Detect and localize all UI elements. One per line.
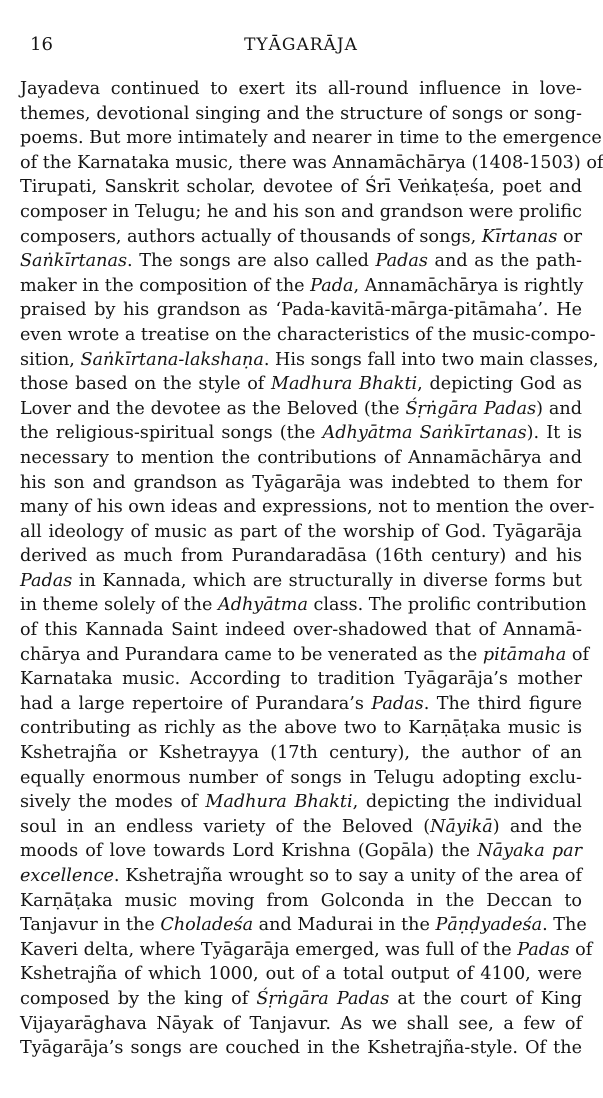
- text-line: [20, 766, 582, 791]
- text-segment: of the Karnataka music, there was Annamāchārya (1408-1503) of: [20, 152, 603, 173]
- text-line: [20, 126, 602, 151]
- book-title: TYĀGARĀJA: [244, 35, 358, 55]
- text-segment: had a large repertoire of Purandara’s: [20, 693, 372, 714]
- text-line: [20, 323, 596, 348]
- text-line: [20, 913, 587, 938]
- text-line: [20, 397, 582, 422]
- text-line: [20, 962, 582, 987]
- text-segment: moods of love towards Lord Krishna (Gopāla) the: [20, 841, 478, 862]
- italic-term: excellence: [20, 866, 114, 886]
- text-line: [20, 274, 582, 299]
- text-segment: Karnataka music. According to tradition Tyāgarāja’s mother: [20, 669, 582, 690]
- text-segment: poems. But more intimately and nearer in time to the emergence: [20, 128, 602, 149]
- italic-term: Kīrtanas: [481, 226, 558, 247]
- text-line: [20, 421, 582, 446]
- text-segment: . The: [542, 915, 587, 936]
- text-segment: sively the modes of: [20, 792, 206, 813]
- text-segment: necessary to mention the contributions of Annamāchārya and: [20, 447, 582, 468]
- text-segment: Kaveri delta, where Tyāgarāja emerged, was full of the: [20, 939, 518, 960]
- text-line: [20, 839, 582, 864]
- italic-term: Madhura Bhakti: [271, 374, 418, 395]
- italic-term: Adhyātma: [217, 595, 308, 616]
- text-segment: chārya and Purandara came to be venerated as the: [20, 644, 483, 665]
- italic-term: Saṅkīrtana-lakshaṇa: [80, 349, 264, 370]
- text-line: [20, 987, 582, 1012]
- text-segment: Lover and the devotee as the Beloved (the: [20, 398, 406, 419]
- text-segment: composed by the king of: [20, 988, 257, 1009]
- italic-term: Nāyikā: [430, 816, 493, 837]
- text-segment: class. The prolific contribution: [307, 595, 587, 616]
- text-line: [20, 618, 582, 643]
- text-segment: in theme solely of the: [20, 595, 218, 616]
- text-segment: Karṇāṭaka music moving from Golconda in the Deccan to: [20, 890, 582, 911]
- text-segment: those based on the style of: [20, 374, 272, 395]
- text-line: [20, 446, 582, 471]
- italic-term: pitāmaha: [482, 644, 567, 665]
- text-segment: equally enormous number of songs in Telugu adopting exclu-: [20, 767, 582, 788]
- text-line: [20, 569, 582, 594]
- text-segment: in Kannada, which are structurally in diverse forms but: [72, 570, 582, 591]
- text-line: [20, 249, 582, 274]
- text-line: [20, 102, 582, 127]
- text-line: [20, 298, 582, 323]
- page-number: 16: [30, 34, 53, 55]
- italic-term: Padas: [517, 939, 570, 960]
- italic-term: Śṛṅgāra Padas: [405, 398, 537, 419]
- text-line: [20, 77, 582, 102]
- italic-term: Pāṇḍyadeśa: [435, 915, 543, 936]
- text-segment: of: [569, 939, 593, 960]
- text-line: [20, 151, 603, 176]
- text-segment: even wrote a treatise on the characteristics of the music-compo-: [20, 324, 596, 345]
- text-line: [20, 643, 589, 668]
- text-line: [20, 175, 582, 200]
- text-line: [20, 1012, 582, 1037]
- text-segment: Kshetrajña of which 1000, out of a total output of 4100, were: [20, 964, 582, 985]
- text-segment: and as the path-: [427, 251, 582, 272]
- italic-term: Padas: [375, 251, 428, 272]
- text-segment: ). It is: [526, 423, 582, 444]
- text-line: [20, 692, 582, 717]
- text-line: [20, 815, 582, 840]
- running-head: [30, 34, 572, 56]
- text-line: [20, 372, 582, 397]
- italic-term: Choladeśa: [160, 915, 254, 936]
- text-line: [20, 1036, 582, 1061]
- body-paragraph: [20, 77, 603, 1061]
- text-segment: , Annamāchārya is rightly: [353, 275, 584, 296]
- text-segment: . The songs are also called: [126, 251, 376, 272]
- italic-term: Pada: [310, 275, 354, 296]
- text-line: [20, 593, 587, 618]
- text-segment: . His songs fall into two main classes,: [263, 349, 599, 370]
- text-segment: praised by his grandson as ‘Pada-kavitā-mārga-pitāmaha’. He: [20, 300, 582, 321]
- text-line: [20, 667, 582, 692]
- text-segment: at the court of King: [389, 988, 583, 1009]
- text-line: [20, 225, 582, 250]
- text-segment: , depicting the individual: [352, 792, 583, 813]
- text-line: [20, 790, 582, 815]
- text-segment: of this Kannada Saint indeed over-shadowed that of Annamā-: [20, 620, 582, 641]
- text-segment: many of his own ideas and expressions, not to mention the over-: [20, 497, 595, 518]
- text-segment: Tanjavur in the: [20, 915, 161, 936]
- text-line: [20, 716, 582, 741]
- italic-term: Nāyaka par: [477, 841, 582, 862]
- text-line: [20, 495, 595, 520]
- italic-term: Padas: [371, 693, 424, 714]
- text-segment: soul in an endless variety of the Beloved (: [20, 816, 431, 837]
- text-segment: . Kshetrajña wrought so to say a unity of the area of: [113, 866, 582, 886]
- text-segment: derived as much from Purandaradāsa (16th century) and his: [20, 546, 582, 567]
- text-segment: themes, devotional singing and the structure of songs or song-: [20, 103, 582, 124]
- text-segment: maker in the composition of the: [20, 275, 311, 296]
- text-segment: sition,: [20, 349, 81, 370]
- text-segment: Tirupati, Sanskrit scholar, devotee of Śrī Veṅkaṭeśa, poet and: [20, 177, 582, 198]
- italic-term: Saṅkīrtanas: [20, 251, 127, 272]
- text-segment: , depicting God as: [417, 374, 582, 395]
- text-segment: or: [557, 226, 582, 247]
- text-line: [20, 471, 582, 496]
- text-segment: contributing as richly as the above two to Karṇāṭaka music is: [20, 718, 582, 739]
- text-segment: and Madurai in the: [253, 915, 436, 936]
- text-segment: ) and the: [492, 816, 582, 837]
- text-line: [20, 889, 582, 914]
- text-line: [20, 544, 582, 569]
- text-line: [20, 864, 582, 889]
- text-segment: ) and: [536, 398, 582, 419]
- text-line: [20, 200, 582, 225]
- text-line: [20, 938, 593, 963]
- italic-term: Śṛṅgāra Padas: [256, 988, 390, 1009]
- text-line: [20, 741, 582, 766]
- text-segment: composers, authors actually of thousands of songs,: [20, 226, 482, 247]
- text-segment: the religious-spiritual songs (the: [20, 423, 323, 444]
- text-segment: Jayadeva continued to exert its all-round influence in love-: [20, 79, 582, 99]
- text-line: [20, 520, 582, 545]
- italic-term: Adhyātma Saṅkīrtanas: [322, 423, 527, 444]
- text-segment: Vijayarāghava Nāyak of Tanjavur. As we shall see, a few of: [20, 1013, 582, 1034]
- text-segment: of: [566, 644, 589, 665]
- text-segment: Tyāgarāja’s songs are couched in the Kshetrajña-style. Of the: [20, 1038, 582, 1059]
- text-segment: composer in Telugu; he and his son and grandson were prolific: [20, 201, 582, 222]
- italic-term: Madhura Bhakti: [205, 792, 353, 813]
- text-segment: his son and grandson as Tyāgarāja was indebted to them for: [20, 472, 582, 493]
- text-segment: all ideology of music as part of the worship of God. Tyāgarāja: [20, 521, 582, 542]
- text-line: [20, 348, 599, 373]
- italic-term: Padas: [20, 570, 73, 591]
- text-segment: . The third figure: [423, 693, 583, 714]
- text-segment: Kshetrajña or Kshetrayya (17th century), the author of an: [20, 743, 582, 764]
